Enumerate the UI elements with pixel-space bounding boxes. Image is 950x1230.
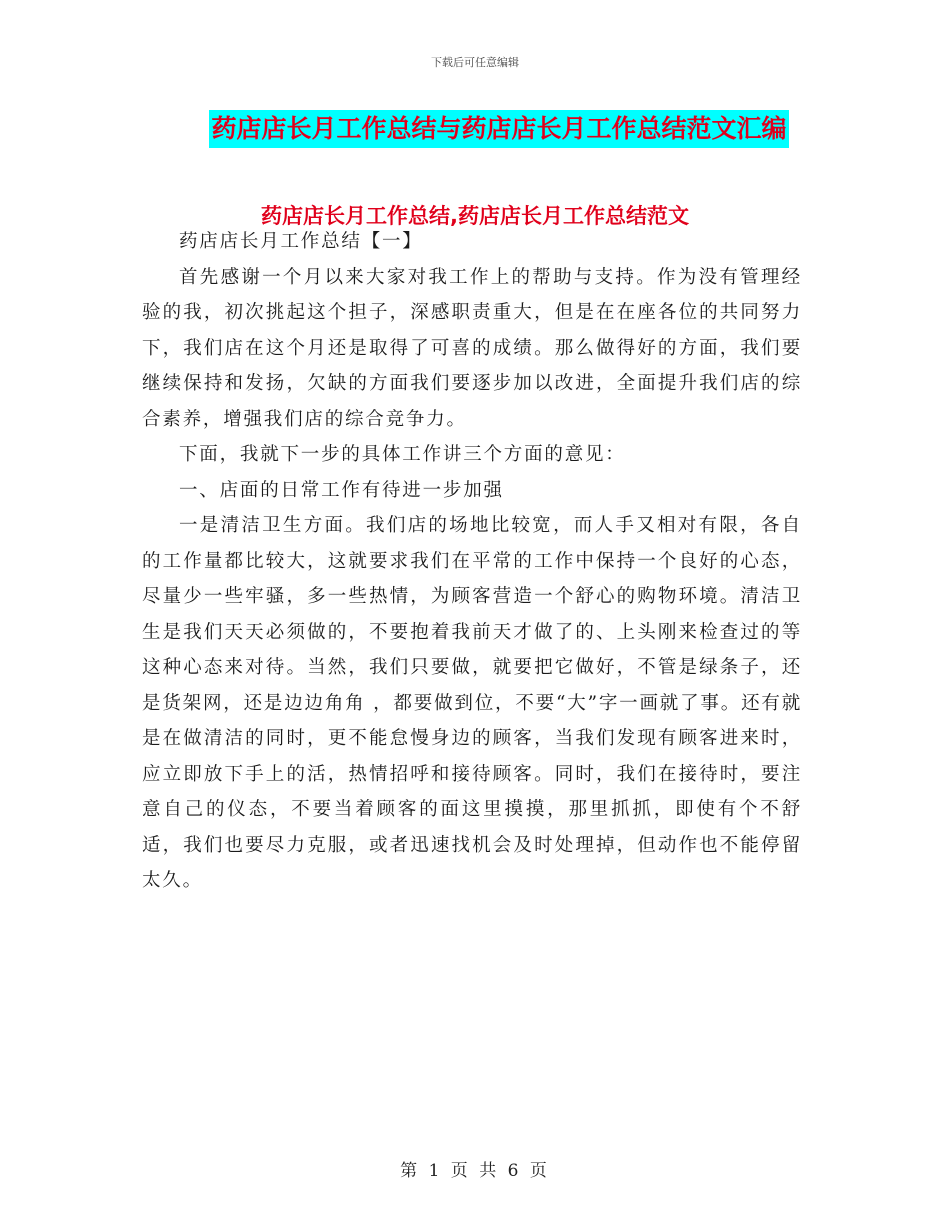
document-body: [142, 224, 802, 899]
subsection-heading: 一、店面的日常工作有待进一步加强: [179, 479, 504, 501]
page-footer: 第 1 页 共 6 页: [400, 1161, 550, 1181]
body-paragraph: 下面，我就下一步的具体工作讲三个方面的意见：: [179, 444, 626, 465]
section-heading: 药店店长月工作总结【一】: [179, 231, 423, 252]
document-title: 药店店长月工作总结与药店店长月工作总结范文汇编: [209, 110, 788, 148]
body-paragraph: 首先感谢一个月以来大家对我工作上的帮助与支持。作为没有管理经验的我，初次挑起这个担子，深感职责重大，但是在在座各位的共同努力下，我们店在这个月还是取得了可喜的成绩。那么做得好的方面，我们要继续保持和发扬，欠缺的方面我们要逐步加以改进，全面提升我们店的综合素养，增强我们店的综合竞争力。: [142, 266, 802, 430]
document-subtitle: 药店店长月工作总结,药店店长月工作总结范文: [261, 204, 689, 228]
body-paragraph: 一是清洁卫生方面。我们店的场地比较宽，而人手又相对有限，各自的工作量都比较大，这就要求我们在平常的工作中保持一个良好的心态，尽量少一些牢骚，多一些热情，为顾客营造一个舒心的购物环境。清洁卫生是我们天天必须做的，不要抱着我前天才做了的、上头刚来检查过的等这种心态来对待。当然，我们只要做，就要把它做好，不管是绿条子，还是货架网，还是边边角角 ，都要做到位，不要“大”字一画就了事。还有就是在做清洁的同时，更不能怠慢身边的顾客，当我们发现有顾客进来时，应立即放下手上的活，热情招呼和接待顾客。同时，我们在接待时，要注意自己的仪态，不要当着顾客的面这里摸摸，那里抓抓，即使有个不舒适，我们也要尽力克服，或者迅速找机会及时处理掉，但动作也不能停留太久。: [142, 515, 802, 891]
page-header-note: 下载后可任意编辑: [431, 56, 519, 69]
document-title-container: [0, 110, 950, 148]
